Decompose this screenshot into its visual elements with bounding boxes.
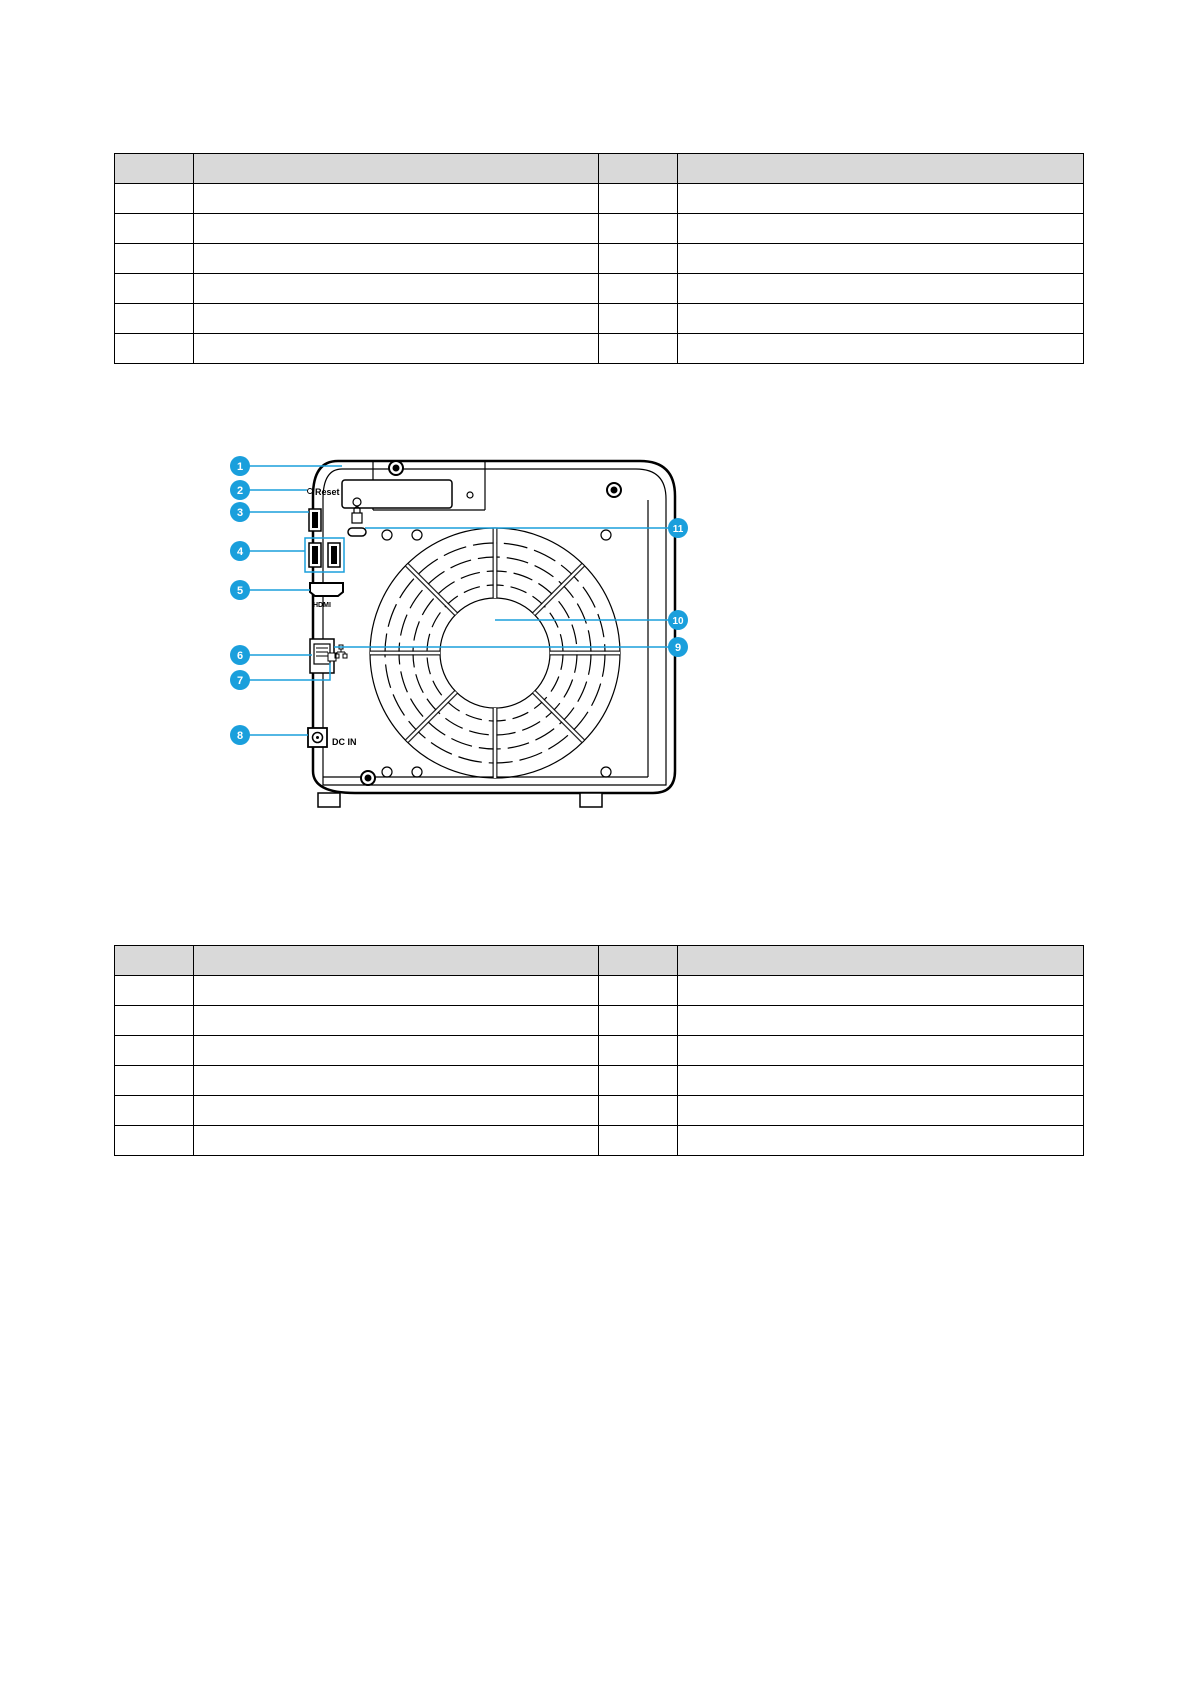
- table-cell: [115, 184, 194, 214]
- table-row: [115, 1006, 1084, 1036]
- table-cell: [678, 334, 1084, 364]
- table-row: [115, 274, 1084, 304]
- table-cell: [194, 274, 599, 304]
- table-cell: [599, 334, 678, 364]
- table-cell: [194, 1006, 599, 1036]
- table-cell: [678, 154, 1084, 184]
- table-cell: [599, 976, 678, 1006]
- table-cell: [678, 1006, 1084, 1036]
- callout-number: 11: [672, 524, 684, 535]
- table-row: [115, 1066, 1084, 1096]
- dc-in-label: DC IN: [332, 737, 357, 747]
- table-cell: [678, 946, 1084, 976]
- table-cell: [678, 1126, 1084, 1156]
- table-cell: [194, 946, 599, 976]
- table-cell: [194, 154, 599, 184]
- table-cell: [599, 1036, 678, 1066]
- callout-number: 10: [672, 616, 684, 627]
- table-row: [115, 184, 1084, 214]
- hdmi-label: HDMI: [313, 602, 331, 609]
- table-cell: [678, 304, 1084, 334]
- reset-pinhole: [308, 489, 313, 494]
- callout-number: 6: [236, 650, 244, 662]
- table-cell: [678, 976, 1084, 1006]
- table-cell: [194, 214, 599, 244]
- table-cell: [115, 1036, 194, 1066]
- table-cell: [194, 244, 599, 274]
- table-cell: [194, 1126, 599, 1156]
- front-panel-table: [114, 153, 1084, 364]
- rear-panel-table: [114, 945, 1084, 1156]
- table-cell: [678, 244, 1084, 274]
- callout-8: [230, 725, 250, 745]
- callout-6: [230, 645, 250, 665]
- table-cell: [115, 1066, 194, 1096]
- table-cell: [115, 154, 194, 184]
- table-row: [115, 1126, 1084, 1156]
- table-cell: [115, 946, 194, 976]
- callout-4: [230, 541, 250, 561]
- table-cell: [599, 244, 678, 274]
- table-cell: [115, 1096, 194, 1126]
- table-cell: [599, 1096, 678, 1126]
- callout-7: [230, 670, 250, 690]
- callout-9: [668, 637, 688, 657]
- callout-number: 9: [674, 642, 682, 654]
- table-cell: [599, 946, 678, 976]
- table-cell: [678, 1036, 1084, 1066]
- table-cell: [678, 184, 1084, 214]
- screw-right-icon: [607, 483, 621, 497]
- reset-label: Reset: [315, 487, 340, 497]
- callout-number: 5: [236, 585, 244, 597]
- table-cell: [599, 1006, 678, 1036]
- table-cell: [599, 274, 678, 304]
- table-cell: [599, 304, 678, 334]
- callout-number: 2: [236, 485, 244, 497]
- callout-11: [668, 518, 688, 538]
- table-cell: [194, 1066, 599, 1096]
- ethernet-port: [310, 639, 336, 673]
- table-cell: [115, 334, 194, 364]
- table-cell: [194, 304, 599, 334]
- nas-rear-panel-diagram: [230, 455, 750, 845]
- table-row: [115, 334, 1084, 364]
- table-cell: [678, 214, 1084, 244]
- callout-1: [230, 456, 250, 476]
- callout-number: 1: [236, 461, 244, 473]
- table-header-row: [115, 154, 1084, 184]
- table-cell: [194, 184, 599, 214]
- table-cell: [599, 1066, 678, 1096]
- table-cell: [194, 976, 599, 1006]
- table-row: [115, 214, 1084, 244]
- callout-5: [230, 580, 250, 600]
- expansion-slot-cover: [342, 480, 452, 508]
- table-cell: [678, 1096, 1084, 1126]
- screw-top-icon: [389, 461, 403, 475]
- table-row: [115, 976, 1084, 1006]
- table-cell: [599, 214, 678, 244]
- table-cell: [194, 1096, 599, 1126]
- screw-bottom-icon: [361, 771, 375, 785]
- table-cell: [678, 1066, 1084, 1096]
- table-cell: [115, 244, 194, 274]
- callout-number: 4: [236, 546, 244, 558]
- callout-number: 7: [236, 675, 244, 687]
- table-cell: [115, 1006, 194, 1036]
- hdmi-port: [310, 583, 343, 596]
- table-cell: [115, 274, 194, 304]
- table-cell: [115, 214, 194, 244]
- table-header-row: [115, 946, 1084, 976]
- table-row: [115, 1036, 1084, 1066]
- callout-number: 8: [236, 730, 244, 742]
- foot-left: [318, 793, 340, 807]
- table-row: [115, 304, 1084, 334]
- table-cell: [599, 1126, 678, 1156]
- table-cell: [115, 304, 194, 334]
- table-cell: [678, 274, 1084, 304]
- table-cell: [115, 976, 194, 1006]
- table-cell: [599, 154, 678, 184]
- callout-number: 3: [236, 507, 244, 519]
- table-cell: [194, 334, 599, 364]
- callout-2: [230, 480, 250, 500]
- table-cell: [599, 184, 678, 214]
- table-cell: [115, 1126, 194, 1156]
- foot-right: [580, 793, 602, 807]
- table-cell: [194, 1036, 599, 1066]
- table-row: [115, 1096, 1084, 1126]
- security-slot: [348, 528, 366, 536]
- callout-3: [230, 502, 250, 522]
- callout-10: [668, 610, 688, 630]
- table-row: [115, 244, 1084, 274]
- dc-in-port: [308, 728, 327, 747]
